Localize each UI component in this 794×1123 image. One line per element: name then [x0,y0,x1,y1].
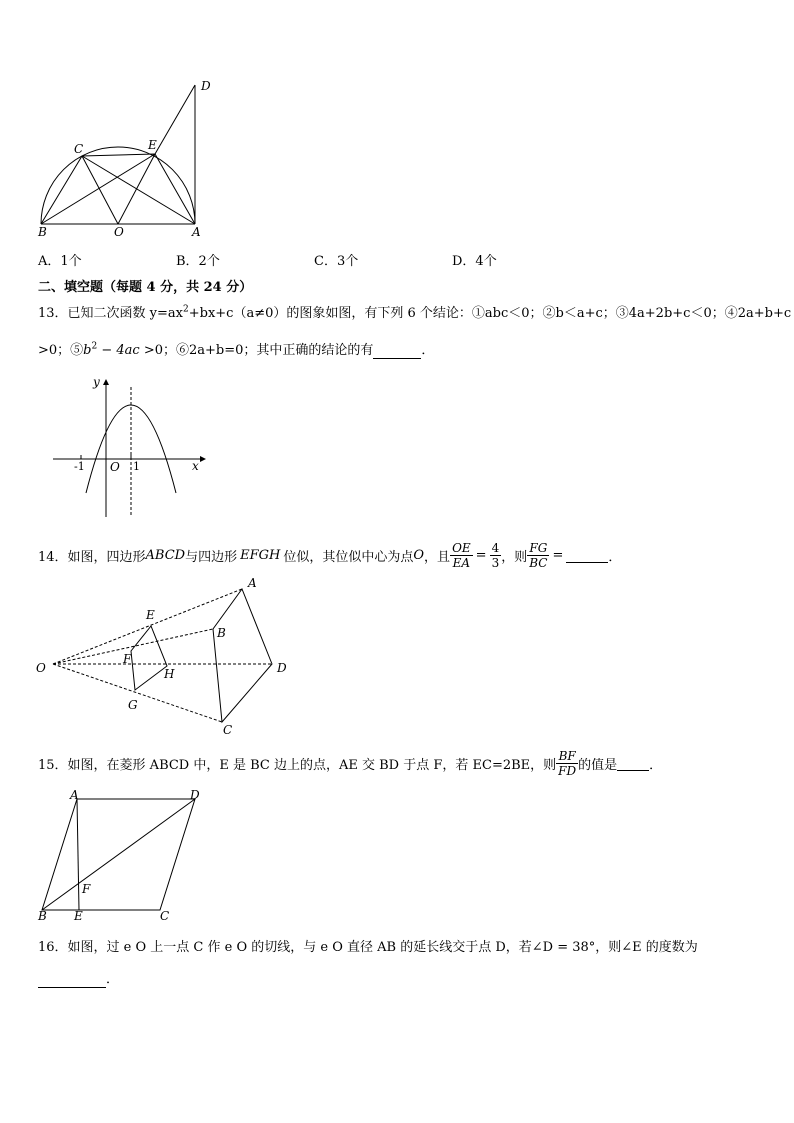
q14-eq: = [475,547,487,563]
q13-line2 [38,339,434,359]
q13-label-y: y [93,375,100,389]
q14-o: O [413,547,425,563]
q14-ray-ob [53,629,213,664]
q16-line2 [38,968,119,988]
q14-frac-oe-ea [450,541,473,570]
q14-frac2-den: 3 [491,555,500,570]
q13-expr-sup: 2 [91,341,98,352]
q13-text-e: ． [421,343,435,358]
q12-segment-bc [41,156,82,224]
q13-graph [50,375,210,520]
q15-answer-blank[interactable] [617,755,649,771]
q14-label-b: B [217,626,226,640]
q12-figure [30,75,220,245]
q14-figure [45,580,295,735]
q14-eq2: = [552,547,564,563]
q16-answer-blank[interactable] [38,972,106,988]
q15-text-b: 的值是 [578,757,618,773]
q13-text-b: +bx+c（a≠0）的图象如图，有下列 6 个结论：①abc＜0；②b＜a+c；③4a+2b+c＜0；④2a+b+c [188,306,792,321]
q14-answer-blank[interactable] [566,547,608,563]
q12-option-a: A．1个 [38,254,82,269]
q12-segment-ce [82,154,155,156]
q14-frac3-num: FG [527,541,549,556]
q15-text-a: 15．如图，在菱形 ABCD 中，E 是 BC 边上的点，AE 交 BD 于点 F，若 EC=2BE，则 [38,757,557,773]
q15-label-c: C [160,909,170,923]
q15-figure [35,795,215,915]
q14-frac-4-3 [490,541,502,570]
q14-line [38,535,621,575]
q12-label-d: D [201,79,211,93]
q13-line1 [38,302,791,321]
q15-frac-den: FD [558,763,577,778]
q13-text-a: 13．已知二次函数 y=ax [38,306,183,321]
q13-sup: 2 [183,304,189,315]
q13-label-x: x [192,459,199,473]
q14-frac1-num: OE [452,540,471,555]
q12-segment-ea [155,154,195,224]
q13-label-one: 1 [133,460,140,473]
q12-segment-co [82,156,118,224]
q15-line [38,743,662,783]
q14-text-d: ，且 [424,549,451,565]
q12-option-d: D．4个 [452,254,497,269]
q15-frac-bf-fd [556,749,578,778]
q15-segment-ae [77,799,79,910]
q15-label-f: F [82,882,91,896]
q15-label-e: E [74,909,83,923]
q13-answer-blank[interactable] [373,343,421,359]
q15-text-c: ． [649,757,663,773]
q14-frac1-den: EA [452,555,471,570]
q14-label-d: D [277,661,287,675]
q15-diagonal-bd [42,799,195,910]
q14-text-a: 14．如图，四边形 [38,549,146,565]
q12-label-o: O [114,225,124,239]
q15-label-b: B [38,909,47,923]
q13-y-arrow [103,379,109,385]
q12-segment-be [41,154,155,224]
q13-x-arrow [200,456,206,462]
q14-text-e: ，则 [501,549,528,565]
q16-line1: 16．如图，过 e O 上一点 C 作 e O 的切线，与 e O 直径 AB 的延长线交于点 D，若∠D = 38°，则∠E 的度数为 [38,940,698,955]
q14-label-h: H [164,667,175,681]
q12-label-e: E [148,138,157,152]
q12-label-c: C [74,142,84,156]
q16-text-end: ． [106,972,120,987]
q14-label-o: O [36,661,46,675]
q14-efgh: EFGH [240,547,281,563]
q14-frac2-num: 4 [491,540,500,555]
q12-option-b: B．2个 [176,254,220,269]
q12-label-b: B [38,225,47,239]
q14-ray-oc [53,664,222,722]
q14-label-f: F [123,652,132,666]
q14-ray-oa [53,589,242,664]
q14-label-g: G [128,698,138,712]
q14-abcd: ABCD [145,547,186,563]
q13-text-d: >0；⑥2a+b=0；其中正确的结论的有 [139,343,374,358]
q14-quad-efgh [131,626,167,690]
q12-segment-ca [82,156,195,224]
q14-label-a: A [248,576,257,590]
q15-label-a: A [70,788,79,802]
q12-label-a: A [192,225,201,239]
q12-option-c: C．3个 [314,254,359,269]
q14-text-f: ． [608,549,622,565]
q13-expr-rest: − 4ac [97,343,140,358]
q12-segment-de [155,85,195,154]
section-title: 二、填空题（每题 4 分，共 24 分） [38,280,253,295]
q15-frac-num: BF [556,749,578,764]
q14-frac-fg-bc [527,541,549,570]
q14-frac3-den: BC [529,555,548,570]
q14-label-e: E [146,608,155,622]
q13-text-c: >0；⑤ [38,343,84,358]
q14-text-b: 与四边形 [185,549,238,565]
q12-segment-oe [118,154,155,224]
q14-quad-abcd [213,589,272,722]
q13-expr-b: b [83,343,92,358]
q15-label-d: D [190,788,200,802]
q14-label-c: C [223,723,233,737]
q14-text-c: 位似，其位似中心为点 [283,549,414,565]
q13-label-o: O [110,460,120,474]
q13-label-neg1: -1 [74,460,85,473]
